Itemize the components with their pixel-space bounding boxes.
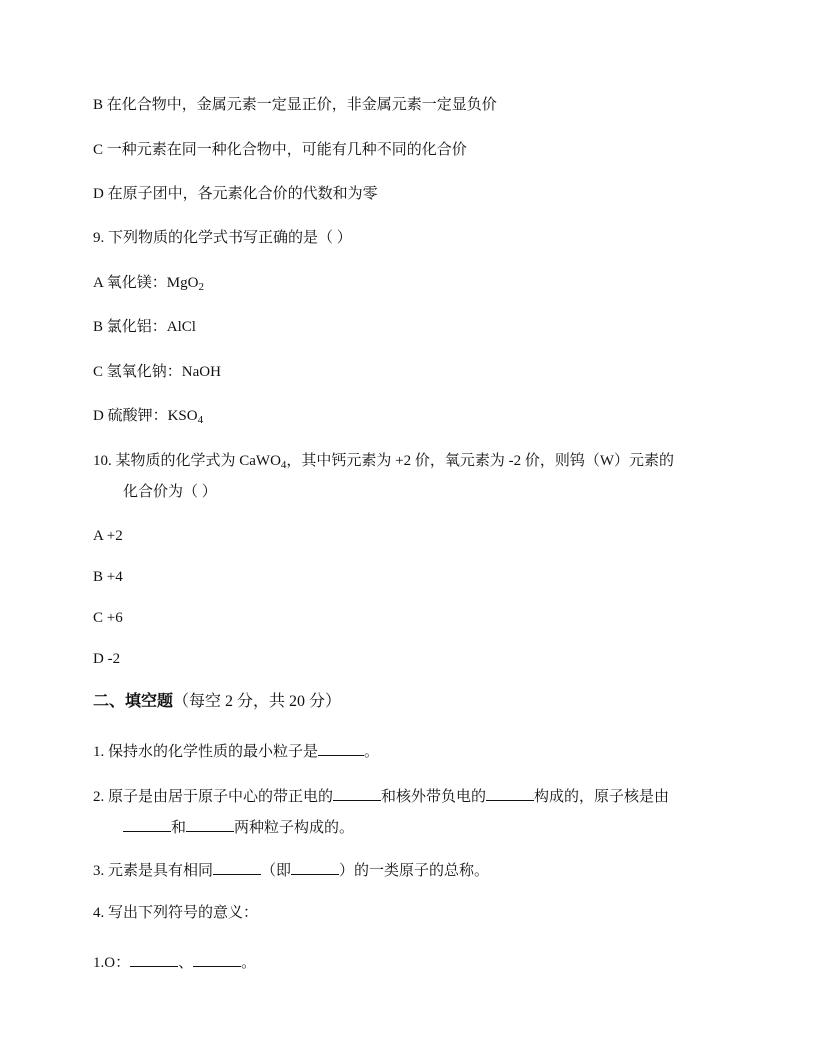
q9-option-c: C 氢氧化钠：NaOH xyxy=(93,364,221,380)
q9-option-d xyxy=(93,406,203,426)
q10-stem-subscript: 4 xyxy=(280,459,287,471)
section-note: （每空 2 分，共 20 分） xyxy=(173,693,342,710)
answer-blank[interactable] xyxy=(333,785,381,801)
fill-q2-text-a: 2. 原子是由居于原子中心的带正电的 xyxy=(93,789,334,805)
q10-stem-part2: ，其中钙元素为 +2 价，氧元素为 -2 价，则钨（W）元素的 xyxy=(286,453,675,469)
fill-q2-text-e: 两种粒子构成的。 xyxy=(234,820,355,836)
answer-blank[interactable] xyxy=(486,785,534,801)
answer-blank[interactable] xyxy=(123,816,171,832)
q10-option-a: A +2 xyxy=(93,528,123,544)
q10-option-c: C +6 xyxy=(93,610,123,626)
fill-q3-text-c: ）的一类原子的总称。 xyxy=(339,863,490,879)
q10-stem-part1: 10. 某物质的化学式为 CaWO xyxy=(93,453,281,469)
section-heading xyxy=(93,692,341,712)
answer-blank[interactable] xyxy=(213,859,261,875)
q8-option-d: D 在原子团中，各元素化合价的代数和为零 xyxy=(93,186,378,202)
q8-option-b: B 在化合物中，金属元素一定显正价，非金属元素一定显负价 xyxy=(93,97,497,113)
q9-option-b: B 氯化铝：AlCl xyxy=(93,319,196,335)
fill-q4-1-end: 。 xyxy=(241,955,257,971)
q9-option-a-text: A 氧化镁：MgO xyxy=(93,275,199,291)
q10-stem-line2: 化合价为（ ） xyxy=(123,484,217,500)
q9-option-d-subscript: 4 xyxy=(197,414,204,426)
fill-q2-text-b: 和核外带负电的 xyxy=(381,789,487,805)
section-title: 二、填空题 xyxy=(93,693,174,710)
answer-blank[interactable] xyxy=(193,951,241,967)
fill-q3-text-b: （即 xyxy=(261,863,292,879)
q9-option-a-subscript: 2 xyxy=(198,281,204,293)
fill-q3-text-a: 3. 元素是具有相同 xyxy=(93,863,214,879)
fill-q4-1 xyxy=(93,951,256,973)
fill-q3 xyxy=(93,859,489,881)
fill-q1-end: 。 xyxy=(364,744,380,760)
fill-q1-text: 1. 保持水的化学性质的最小粒子是 xyxy=(93,744,319,760)
q10-stem xyxy=(93,451,674,471)
q10-option-d: D -2 xyxy=(93,651,121,667)
fill-q2-text-d: 和 xyxy=(171,820,187,836)
q9-option-d-text: D 硫酸钾：KSO xyxy=(93,408,198,424)
fill-q4-1-sep: 、 xyxy=(178,955,194,971)
fill-q2-line2 xyxy=(123,816,354,838)
answer-blank[interactable] xyxy=(130,951,178,967)
fill-q2-text-c: 构成的，原子核是由 xyxy=(534,789,670,805)
q9-stem: 9. 下列物质的化学式书写正确的是（ ） xyxy=(93,230,352,246)
answer-blank[interactable] xyxy=(186,816,234,832)
q8-option-c: C 一种元素在同一种化合物中，可能有几种不同的化合价 xyxy=(93,142,467,158)
fill-q2 xyxy=(93,785,669,807)
fill-q1 xyxy=(93,740,379,762)
fill-q4-1-label: 1.O： xyxy=(93,955,131,971)
answer-blank[interactable] xyxy=(291,859,339,875)
q10-option-b: B +4 xyxy=(93,569,123,585)
q9-option-a xyxy=(93,273,204,293)
fill-q4: 4. 写出下列符号的意义： xyxy=(93,905,259,921)
answer-blank[interactable] xyxy=(318,740,364,756)
